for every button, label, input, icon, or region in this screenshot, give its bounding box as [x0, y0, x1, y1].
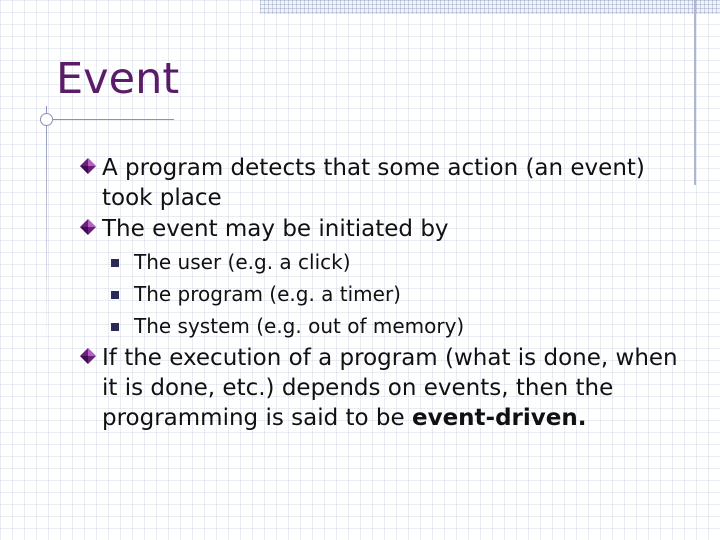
- diamond-bullet-icon: [79, 218, 97, 236]
- sub-bullet-text: The user (e.g. a click): [134, 250, 351, 274]
- bullet-text: A program detects that some action (an event) took place: [102, 155, 645, 211]
- sub-bullet-item: [78, 310, 678, 342]
- right-decorative-line: [694, 0, 696, 185]
- title-underline: [40, 119, 174, 120]
- slide-content: [78, 153, 678, 434]
- bold-term-end: .: [577, 405, 587, 431]
- sub-bullet-item: [78, 246, 678, 278]
- square-bullet-icon: [111, 291, 119, 299]
- sub-bullet-list: [78, 246, 678, 342]
- title-vertical-line: [46, 106, 47, 346]
- sub-bullet-item: [78, 278, 678, 310]
- bullet-text: If the execution of a program (what is done, when it is done, etc.) depends on events, then the programming is said to be: [102, 345, 678, 431]
- diamond-bullet-icon: [79, 347, 97, 365]
- slide-title: Event: [56, 54, 180, 104]
- title-circle-ornament: [40, 113, 53, 126]
- bullet-item: [78, 214, 678, 244]
- sub-bullet-text: The program (e.g. a timer): [134, 282, 401, 306]
- diamond-bullet-icon: [79, 157, 97, 175]
- bullet-item: [78, 343, 678, 433]
- bullet-item: [78, 153, 678, 213]
- bullet-text: The event may be initiated by: [102, 216, 449, 242]
- square-bullet-icon: [111, 323, 119, 331]
- sub-bullet-text: The system (e.g. out of memory): [134, 314, 465, 338]
- top-decorative-band: [260, 0, 720, 14]
- bold-term: event-driven: [411, 405, 578, 431]
- square-bullet-icon: [111, 259, 119, 267]
